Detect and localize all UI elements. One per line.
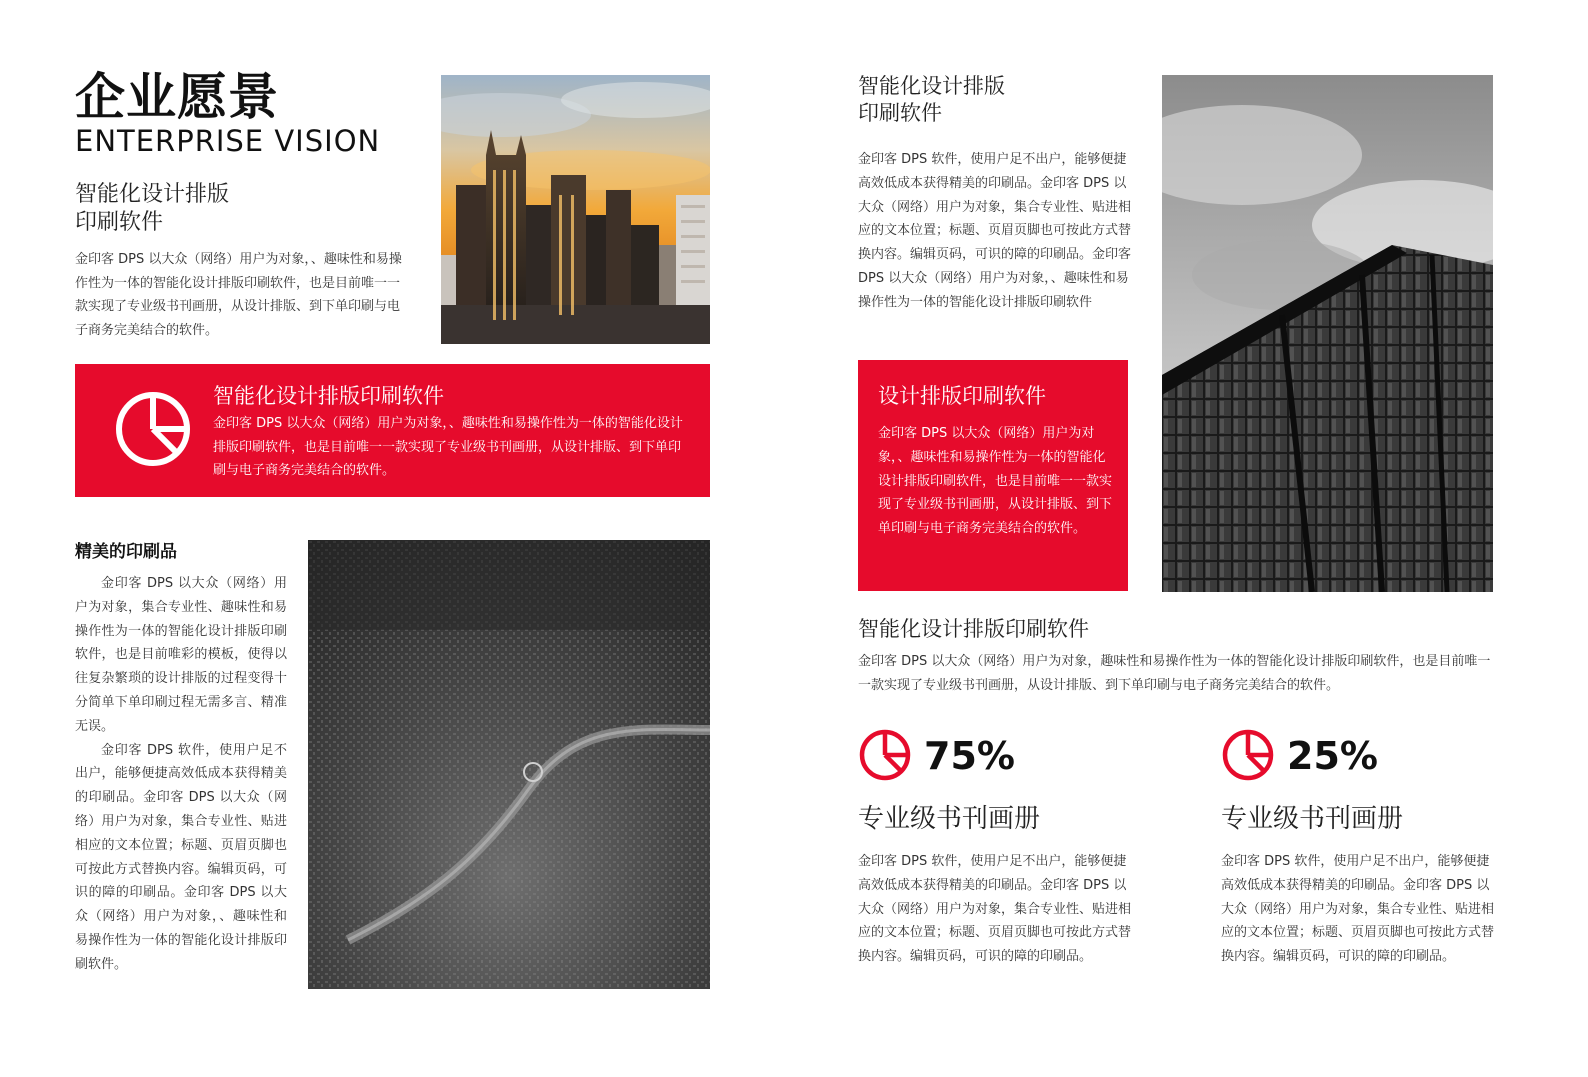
print-section-heading: 精美的印刷品 [75,542,177,562]
pie-chart-icon [1221,728,1275,782]
right-intro-heading-line1: 智能化设计排版 [858,74,1005,98]
city-sunset-photo [441,75,710,344]
intro-body: 金印客 DPS 以大众（网络）用户为对象，、趣味性和易操作性为一体的智能化设计排版印刷软件，也是目前唯一一款实现了专业级书刊画册，从设计排版、到下单印刷与电子商务完美结合的软件。 [75,252,402,338]
stat-value: 75% [924,734,1015,778]
wide-section-heading: 智能化设计排版印刷软件 [858,617,1089,641]
right-intro-heading-line2: 印刷软件 [858,101,942,125]
stat-block [858,728,1138,998]
red-banner [75,364,710,497]
print-paragraph-2: 金印客 DPS 软件，使用户足不出户，能够便捷高效低成本获得精美的印刷品。金印客 DPS 以大众（网络）用户为对象，集合专业性、贴进相应的文本位置；标题、页眉页脚也可按此方式替换内容。编辑页码，可识的障的印刷品。金印客 DPS 以大众（网络）用户为对象，、趣味性和易操作性为一体的智能化设计排版印刷软件。 [75,742,287,972]
intro-heading-line2: 印刷软件 [75,210,164,235]
banner-title: 智能化设计排版印刷软件 [213,384,444,408]
wide-section-body: 金印客 DPS 以大众（网络）用户为对象，趣味性和易操作性为一体的智能化设计排版印刷软件，也是目前唯一一款实现了专业级书刊画册，从设计排版、到下单印刷与电子商务完美结合的软件。 [858,654,1491,693]
skyscraper-photo [1162,75,1493,592]
stat-body: 金印客 DPS 软件，使用户足不出户，能够便捷高效低成本获得精美的印刷品。金印客 DPS 以大众（网络）用户为对象，集合专业性、贴进相应的文本位置；标题、页眉页脚也可按此方式替换内容。编辑页码，可识的障的印刷品。 [858,854,1132,965]
red-info-box-body: 金印客 DPS 以大众（网络）用户为对象，、趣味性和易操作性为一体的智能化设计排版印刷软件，也是目前唯一一款实现了专业级书刊画册，从设计排版、到下单印刷与电子商务完美结合的软件。 [878,426,1113,537]
red-info-box [858,360,1128,591]
right-intro-heading [858,73,1005,127]
page-title: 企业愿景 [75,68,279,126]
skyscraper-illustration [1162,75,1493,592]
stat-value: 25% [1287,734,1378,778]
stat-title: 专业级书刊画册 [858,804,1041,834]
page-subtitle-en: ENTERPRISE VISION [75,124,381,158]
pie-chart-icon [858,728,912,782]
intro-heading [75,181,229,237]
stat-title: 专业级书刊画册 [1221,804,1404,834]
aerial-city-illustration [308,540,710,989]
pie-chart-icon [113,389,193,469]
stat-body: 金印客 DPS 软件，使用户足不出户，能够便捷高效低成本获得精美的印刷品。金印客 DPS 以大众（网络）用户为对象，集合专业性、贴进相应的文本位置；标题、页眉页脚也可按此方式替换内容。编辑页码，可识的障的印刷品。 [1221,854,1495,965]
city-sunset-illustration [441,75,710,344]
print-section-body [75,572,287,977]
red-info-box-title: 设计排版印刷软件 [878,384,1046,408]
intro-heading-line1: 智能化设计排版 [75,182,230,207]
print-paragraph-1: 金印客 DPS 以大众（网络）用户为对象，集合专业性、趣味性和易操作性为一体的智能化设计排版印刷软件，也是目前唯彩的模板，使得以往复杂繁琐的设计排版的过程变得十分简单下单印刷过程无需多言、精准无误。 [75,576,287,734]
stat-block [1221,728,1501,998]
aerial-city-photo [308,540,710,989]
banner-body: 金印客 DPS 以大众（网络）用户为对象，、趣味性和易操作性为一体的智能化设计排版印刷软件，也是目前唯一一款实现了专业级书刊画册，从设计排版、到下单印刷与电子商务完美结合的软件。 [213,416,683,478]
right-intro-body: 金印客 DPS 软件，使用户足不出户，能够便捷高效低成本获得精美的印刷品。金印客 DPS 以大众（网络）用户为对象，集合专业性、贴进相应的文本位置；标题、页眉页脚也可按此方式替换内容。编辑页码，可识的障的印刷品。金印客 DPS 以大众（网络）用户为对象，、趣味性和易操作性为一体的智能化设计排版印刷软件 [858,152,1132,310]
